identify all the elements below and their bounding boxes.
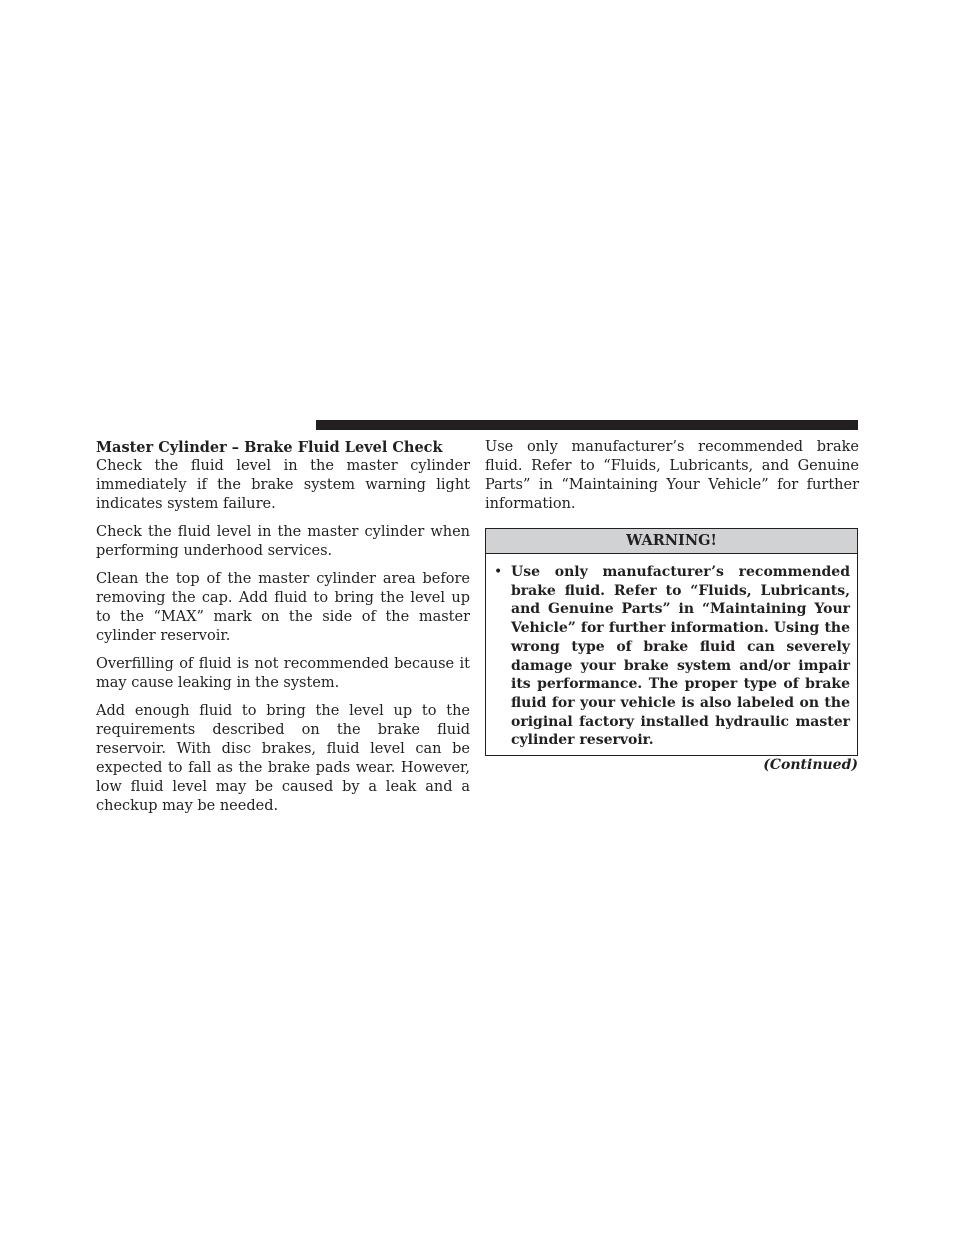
paragraph-1: Check the fluid level in the master cylinder immediately if the brake system warning light indicates system failure.: [96, 458, 470, 512]
section-heading: Master Cylinder – Brake Fluid Level Check: [96, 439, 443, 456]
paragraph-2: Check the fluid level in the master cylinder when performing underhood services.: [96, 524, 470, 559]
continued-label: (Continued): [763, 757, 858, 774]
paragraph-5: Add enough fluid to bring the level up to the requirements described on the brake fluid reservoir. With disc brakes, fluid level can be expected to fall as the brake pads wear. However, low fluid level may be caused by a leak and a checkup may be needed.: [96, 703, 470, 814]
warning-box: [485, 528, 858, 756]
warning-text: Use only manufacturer’s recommended brake fluid. Refer to “Fluids, Lubricants, and Genuine Parts” in “Maintaining Your Vehicle” for further information. Using the wrong type of brake fluid can severely damage your brake system and/or impair its performance. The proper type of brake fluid for your vehicle is also labeled on the original factory installed hydraulic master cylinder reservoir.: [511, 564, 850, 749]
paragraph-4: Overfilling of fluid is not recommended because it may cause leaking in the system.: [96, 656, 470, 691]
intro-paragraph: Use only manufacturer’s recommended brake fluid. Refer to “Fluids, Lubricants, and Genuine Parts” in “Maintaining Your Vehicle” for further information.: [485, 439, 859, 512]
warning-title: WARNING!: [486, 529, 857, 554]
section-header-bar: [316, 420, 858, 430]
left-column: [96, 438, 470, 825]
bullet-icon: •: [494, 564, 503, 580]
warning-body: [486, 554, 857, 755]
paragraph-3: Clean the top of the master cylinder area before removing the cap. Add fluid to bring the level up to the “MAX” mark on the side of the master cylinder reservoir.: [96, 571, 470, 644]
right-column: [485, 438, 859, 774]
